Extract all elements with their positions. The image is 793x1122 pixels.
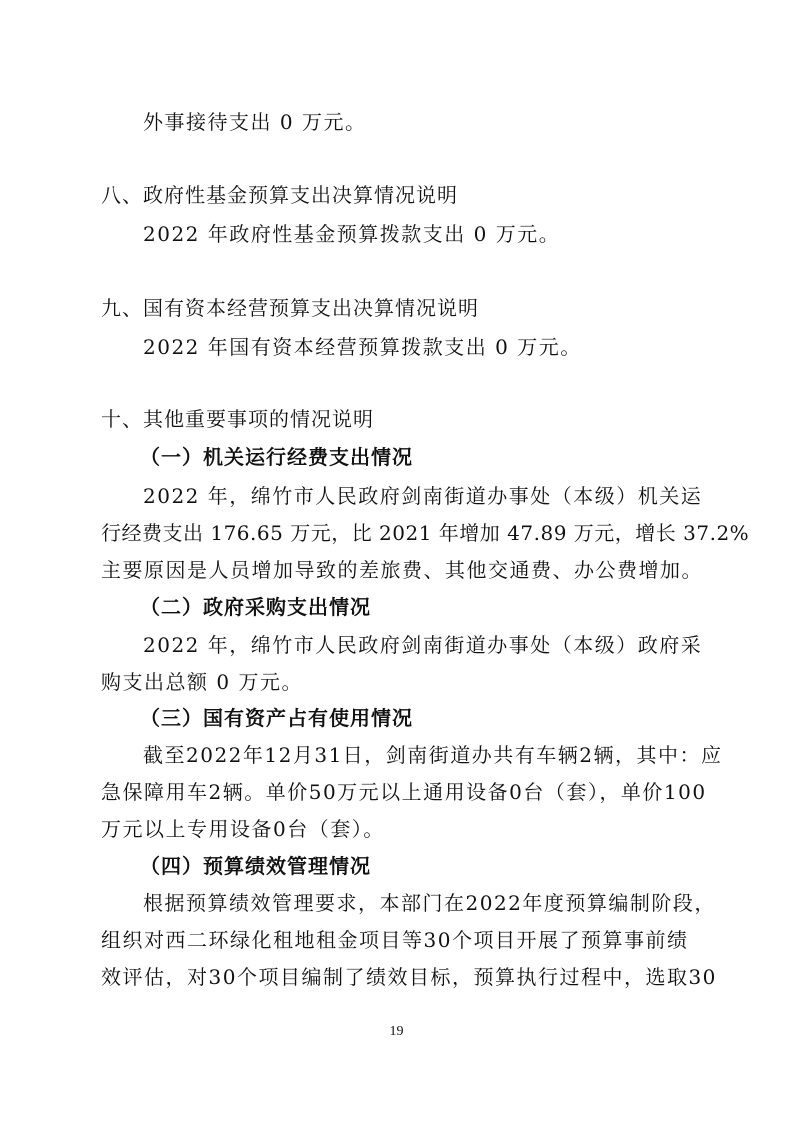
- paragraph-line: 2022 年国有资本经营预算拨款支出 0 万元。: [143, 335, 582, 359]
- paragraph-line: 2022 年政府性基金预算拨款支出 0 万元。: [143, 222, 561, 246]
- paragraph-line: 主要原因是人员增加导致的差旅费、其他交通费、办公费增加。: [101, 558, 703, 582]
- paragraph-line: 根据预算绩效管理要求，本部门在2022年度预算编制阶段，: [143, 891, 716, 915]
- paragraph-line: 2022 年，绵竹市人民政府剑南街道办事处（本级）机关运: [143, 484, 703, 508]
- paragraph-line: 购支出总额 0 万元。: [101, 670, 303, 694]
- paragraph-line: 效评估，对30个项目编制了绩效目标，预算执行过程中，选取30: [101, 965, 717, 989]
- paragraph-line: 急保障用车2辆。单价50万元以上通用设备0台（套），单价100: [101, 780, 707, 804]
- paragraph-line: 2022 年，绵竹市人民政府剑南街道办事处（本级）政府采: [143, 633, 703, 657]
- paragraph-line: 万元以上专用设备0台（套）。: [101, 817, 385, 841]
- sub-heading-4: （四）预算绩效管理情况: [140, 854, 371, 878]
- sub-heading-2: （二）政府采购支出情况: [140, 595, 371, 619]
- section-heading-8: 八、政府性基金预算支出决算情况说明: [101, 183, 458, 207]
- page-number: 19: [389, 1024, 404, 1039]
- paragraph-line: 截至2022年12月31日，剑南街道办共有车辆2辆，其中：应: [143, 743, 723, 767]
- paragraph-line: 组织对西二环绿化租地租金项目等30个项目开展了预算事前绩: [101, 928, 689, 952]
- sub-heading-3: （三）国有资产占有使用情况: [140, 706, 413, 730]
- paragraph-line: 外事接待支出 0 万元。: [143, 110, 367, 134]
- paragraph-line: 行经费支出 176.65 万元，比 2021 年增加 47.89 万元，增长 37.2%: [101, 521, 750, 545]
- sub-heading-1: （一）机关运行经费支出情况: [140, 445, 413, 469]
- section-heading-9: 九、国有资本经营预算支出决算情况说明: [101, 296, 479, 320]
- section-heading-10: 十、其他重要事项的情况说明: [101, 407, 374, 431]
